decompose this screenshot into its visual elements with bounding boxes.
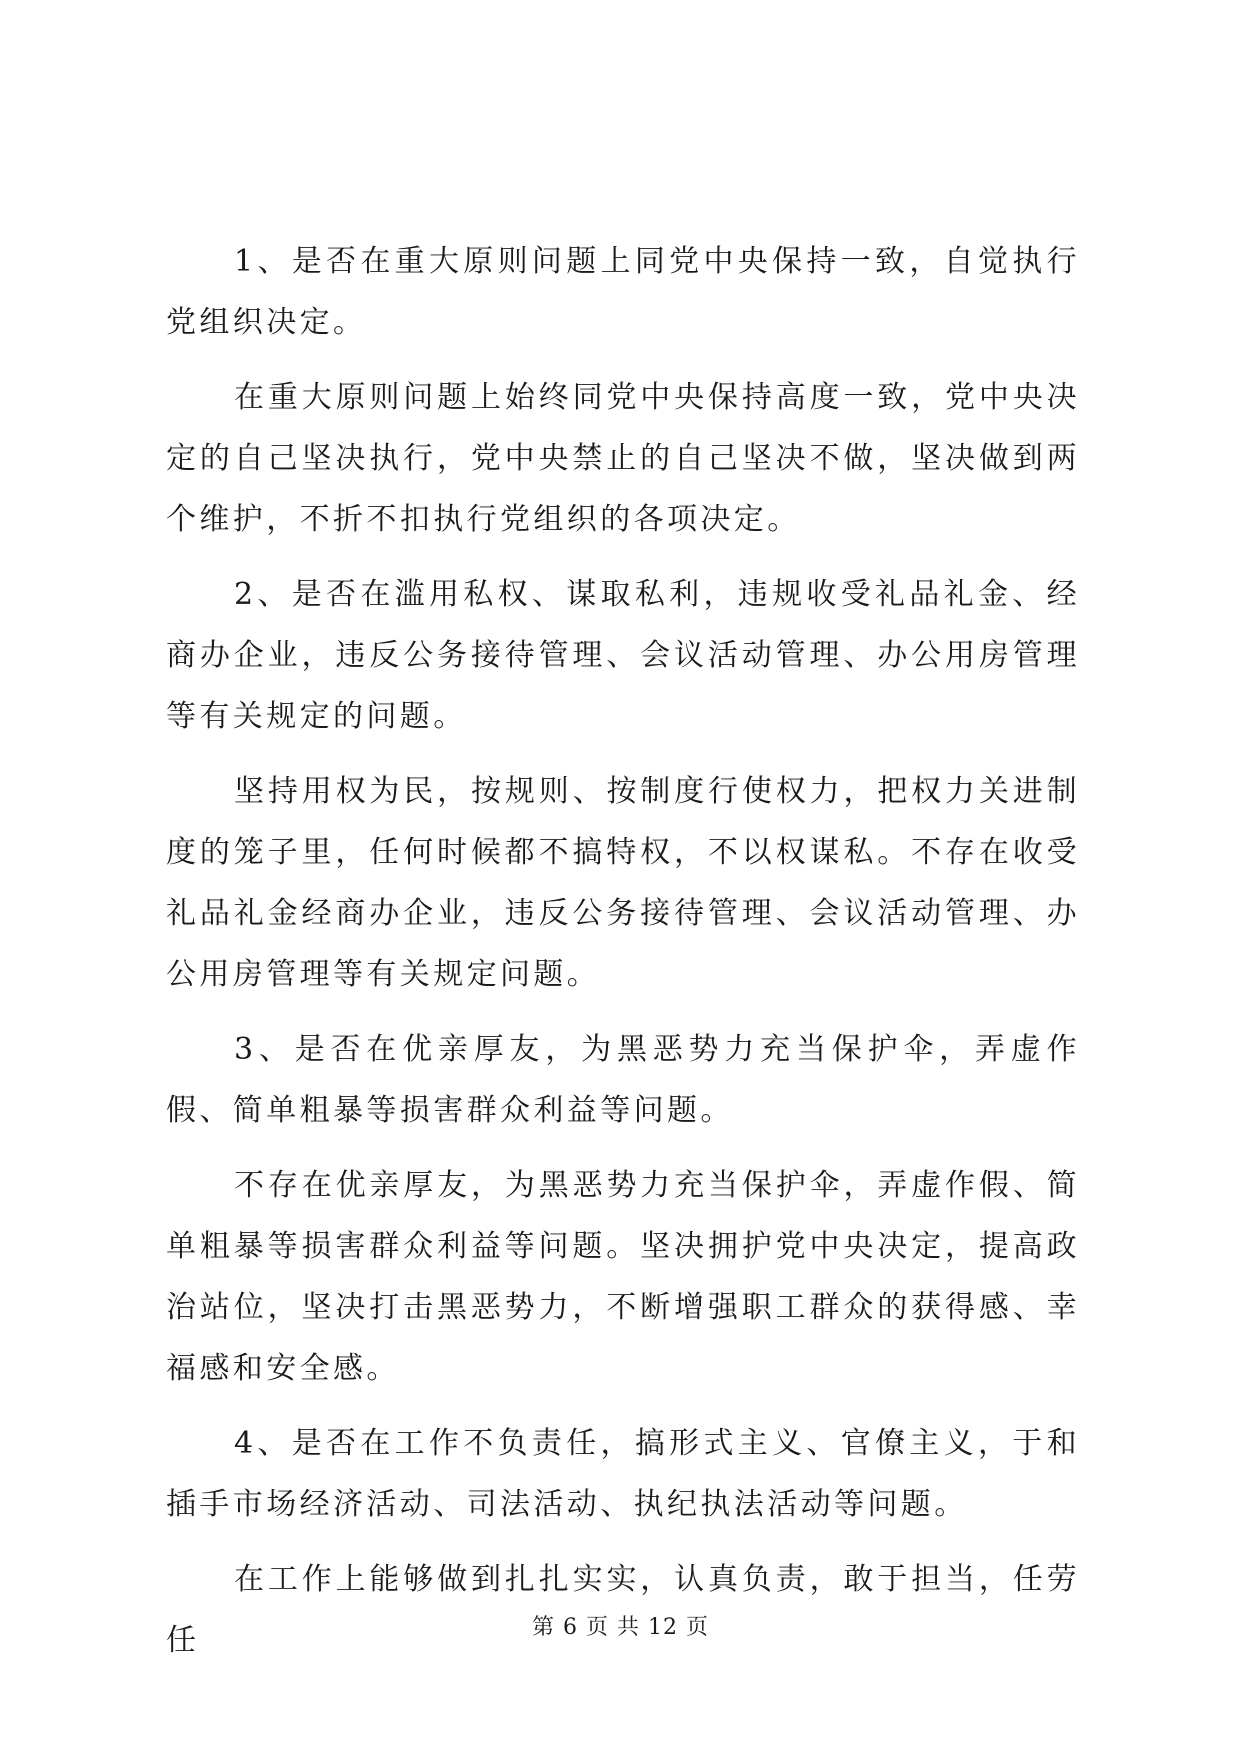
answer-4: 在工作上能够做到扎扎实实，认真负责，敢于担当，任劳任 bbox=[166, 1562, 1080, 1658]
document-body bbox=[166, 231, 1080, 1685]
answer-1: 在重大原则问题上始终同党中央保持高度一致，党中央决定的自己坚决执行，党中央禁止的自己坚决不做，坚决做到两个维护，不折不扣执行党组织的各项决定。 bbox=[166, 380, 1080, 537]
question-3: 3、是否在优亲厚友，为黑恶势力充当保护伞，弄虚作假、简单粗暴等损害群众利益等问题。 bbox=[166, 1032, 1080, 1128]
question-1: 1、是否在重大原则问题上同党中央保持一致，自觉执行党组织决定。 bbox=[166, 244, 1080, 340]
answer-2: 坚持用权为民，按规则、按制度行使权力，把权力关进制度的笼子里，任何时候都不搞特权，不以权谋私。不存在收受礼品礼金经商办企业，违反公务接待管理、会议活动管理、办公用房管理等有关规定问题。 bbox=[166, 774, 1080, 992]
answer-3: 不存在优亲厚友，为黑恶势力充当保护伞，弄虚作假、简单粗暴等损害群众利益等问题。坚决拥护党中央决定，提高政治站位，坚决打击黑恶势力，不断增强职工群众的获得感、幸福感和安全感。 bbox=[166, 1168, 1080, 1386]
question-4: 4、是否在工作不负责任，搞形式主义、官僚主义，于和插手市场经济活动、司法活动、执纪执法活动等问题。 bbox=[166, 1426, 1080, 1522]
question-2: 2、是否在滥用私权、谋取私利，违规收受礼品礼金、经商办企业，违反公务接待管理、会议活动管理、办公用房管理等有关规定的问题。 bbox=[166, 577, 1080, 734]
page-number: 第 6 页 共 12 页 bbox=[532, 1615, 709, 1640]
